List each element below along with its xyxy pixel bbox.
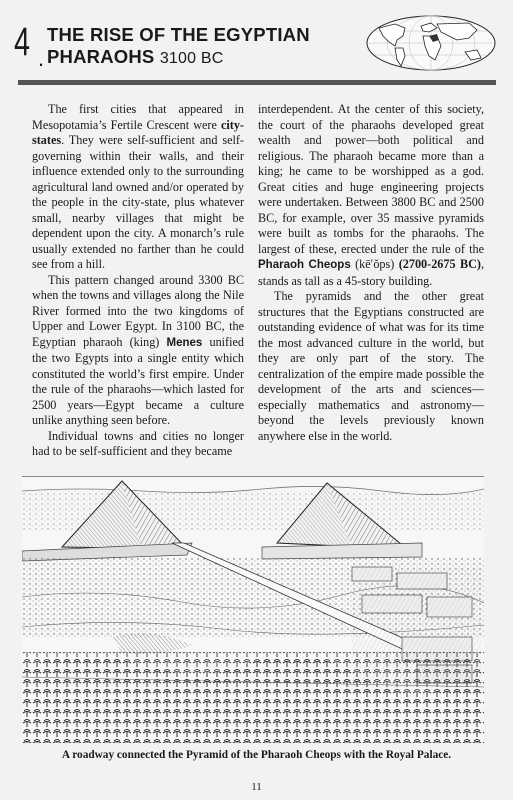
chapter-number: 4 <box>14 20 31 64</box>
title-pharaohs: PHARAOHS <box>47 46 155 67</box>
paragraph: Individual towns and cities no longer had to be self-sufficient and they became <box>32 428 244 458</box>
figure-caption: A roadway connected the Pyramid of the Pharaoh Cheops with the Royal Palace. <box>61 749 452 761</box>
pyramid-illustration <box>22 476 484 743</box>
cheops-dates: (2700-2675 BC) <box>398 257 481 271</box>
paragraph: The pyramids and the other great structures that the Egyptians constructed are outstanding evidence of what was for its time the most advanced culture in the world, but they are only part of the story. The centralization of the empire made possible the development of the arts and sciences—especially mathematics and astronomy—beyond the levels previously known anywhere else in the world. <box>258 289 484 443</box>
right-column <box>258 102 484 444</box>
title-line-2 <box>47 46 310 70</box>
world-map-icon <box>365 14 497 72</box>
title-year: 3100 BC <box>159 50 224 67</box>
paragraph: This pattern changed around 3300 BC when the towns and villages along the Nile River formed into the two kingdoms of Upper and Lower Egypt. In 3100 BC, the Egyptian pharaoh (king) Menes unified the two Egypts into a single entity which constituted the world’s first empire. Under the rule of the pharaohs—which lasted for 2500 years—Egypt became a culture unlike anything seen before. <box>32 272 244 427</box>
left-column <box>32 102 244 460</box>
chapter-title <box>47 24 310 70</box>
paragraph: The first cities that appeared in Mesopotamia’s Fertile Crescent were city-states. They were self-sufficient and self-governing within their walls, and their influence extended only to the surrounding agricultural land owned and/or operated by the people in the city-state, plus whatever small, nearby villages that might be dependent upon the city. A monarch’s rule usually extended no farther than he could see from a hill. <box>32 102 244 271</box>
term-menes: Menes <box>166 336 203 349</box>
page-number: 11 <box>251 781 262 793</box>
header-rule <box>18 80 496 85</box>
term-pharaoh-cheops: Pharaoh Cheops <box>258 259 351 271</box>
paragraph: interdependent. At the center of this society, the court of the pharaohs developed great wealth and power—both political and religious. The pharaoh became more than a king; he came to be worshipped as a god. Great cities and huge engineering projects were undertaken. Between 3800 BC and 2500 BC, for example, over 35 massive pyramids were built as tombs for the pharaohs. The largest of these, erected under the rule of the Pharaoh Cheops (kē′ŏps) (2700-2675 BC), stands as tall as a 45-story building. <box>258 102 484 288</box>
term-city-states: city-states <box>32 117 244 147</box>
chapter-dot: . <box>38 46 45 71</box>
title-line-1: THE RISE OF THE EGYPTIAN <box>47 24 310 45</box>
